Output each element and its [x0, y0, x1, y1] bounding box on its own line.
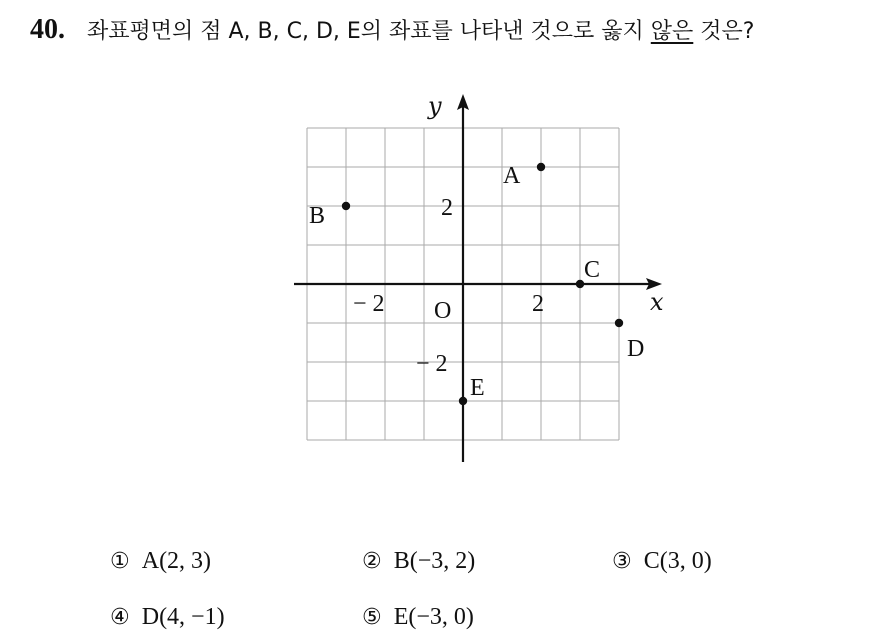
- point-d: [615, 319, 623, 327]
- origin-label: O: [434, 298, 452, 324]
- question-text-before: 좌표평면의 점 A, B, C, D, E의 좌표를 나타낸 것으로 옳지: [87, 19, 651, 44]
- point-label-e: E: [470, 375, 485, 401]
- x-axis-label: x: [650, 288, 664, 316]
- question-text-after: 것은?: [693, 19, 755, 44]
- tick-label: 2: [532, 291, 544, 317]
- choice-2[interactable]: [362, 548, 475, 575]
- y-axis-label: y: [428, 92, 442, 120]
- tick-label: − 2: [353, 291, 385, 317]
- point-a: [537, 163, 545, 171]
- point-label-c: C: [584, 257, 601, 283]
- choice-4[interactable]: [110, 604, 225, 631]
- question-underlined: 않은: [650, 19, 694, 44]
- point-label-b: B: [309, 203, 326, 229]
- choice-1[interactable]: [110, 548, 211, 575]
- choice-1-number: ①: [110, 549, 130, 574]
- choice-1-text: A(2, 3): [141, 548, 212, 574]
- tick-label: 2: [441, 195, 453, 221]
- choice-2-text: B(−3, 2): [393, 548, 476, 574]
- choice-5-text: E(−3, 0): [393, 604, 474, 630]
- point-c: [576, 280, 584, 288]
- choice-4-text: D(4, −1): [141, 604, 225, 630]
- tick-label: − 2: [416, 351, 448, 377]
- point-label-a: A: [503, 163, 521, 189]
- question-number: 40.: [30, 14, 65, 45]
- point-label-d: D: [627, 336, 645, 362]
- point-b: [342, 202, 350, 210]
- choice-5[interactable]: [362, 604, 474, 631]
- choice-4-number: ④: [110, 605, 130, 630]
- choice-3-text: C(3, 0): [643, 548, 712, 574]
- point-e: [459, 397, 467, 405]
- choice-2-number: ②: [362, 549, 382, 574]
- choice-3-number: ③: [612, 549, 632, 574]
- choice-3[interactable]: [612, 548, 712, 575]
- choice-5-number: ⑤: [362, 605, 382, 630]
